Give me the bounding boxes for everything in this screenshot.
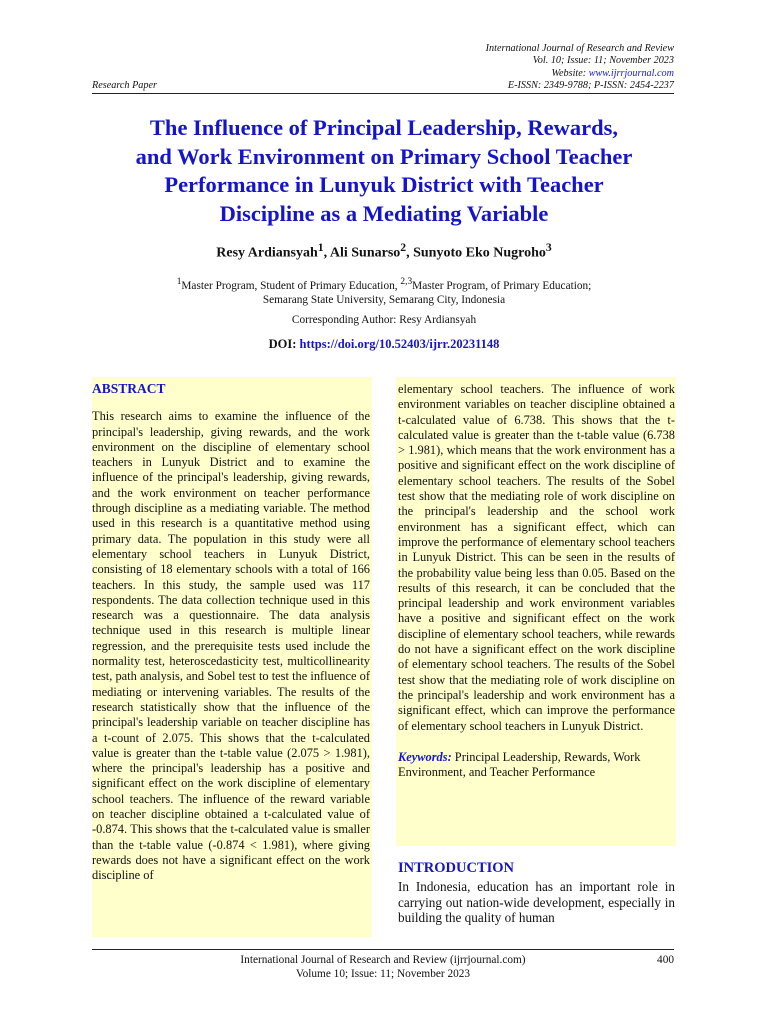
abstract-column-left [92,381,370,884]
footer-divider [92,949,674,950]
website-link[interactable]: www.ijrrjournal.com [588,67,674,79]
journal-header [486,43,674,93]
journal-name: International Journal of Research and Review [485,43,674,54]
author-name: Resy Ardiansyah [216,245,318,261]
paper-type: Research Paper [92,80,157,91]
page-number: 400 [657,954,674,966]
abstract-text-continued: elementary school teachers. The influence of work environment variables on teacher discipline obtained a t-calculated value of 6.738. This shows that the t-calculated value is greater than the t-table value (6.738 > 1.981), which means that the work environment has a positive and significant effect on the work discipline of elementary school teachers. The results of the Sobel test show that the mediating role of work discipline on the principal's leadership and the school work environment has a significant effect, which can improve the performance of elementary school teachers in Lunyuk District. This can be seen in the results of the probability value being less than 0.05. Based on the results of this research, it can be concluded that the principal leadership and work environment variables have a positive and significant effect on the work discipline of elementary school teachers, while rewards do not have a significant effect on the work discipline of elementary school teachers. The results of the Sobel test show that the mediating role of work discipline on the principal's leadership and work environment has a significant effect, which can improve the performance of elementary school teachers in Lunyuk District. [398,382,675,733]
journal-volume: Vol. 10; Issue: 11; November 2023 [532,55,674,67]
header-divider [92,93,674,94]
affiliations: $^1$Master Program, Student of Primary Education, $^{2,3}$Master Program, of Primary Education; Semarang State University, Semarang City, Indonesia [176,277,592,307]
journal-issn: E-ISSN: 2349-9788; P-ISSN: 2454-2237 [507,80,674,92]
keywords-label: Keywords: [398,749,452,764]
title-line: The Influence of Principal Leadership, Rewards, [149,115,619,140]
introduction-text: In Indonesia, education has an important role in carrying out nation-wide development, especially in building the quality of human [398,879,675,925]
abstract-text: This research aims to examine the influence of the principal's leadership, giving rewards, and the work environment on the discipline of elementary school teachers in Lunyuk District and to examine the influence of the principal's leadership, giving rewards, and the work environment on teacher performance through discipline as a mediating variable. The method used in this research is a quantitative method using primary data. The population in this study were all elementary school teachers in Lunyuk District, consisting of 18 elementary schools with a total of 166 teachers. In this study, the sample used was 117 respondents. The data collection technique used in this research was a questionnaire. The data analysis technique used in this research is multiple linear regression, and the prerequisite tests used include the normality test, heteroscedasticity test, multicollinearity test, path analysis, and Sobel test to test the influence of mediating or intervening variables. The results of the research statistically show that the influence of the principal's leadership variable on teacher discipline has a t-count of 2.075. This shows that the t-calculated value is greater than the t-table value (2.075 > 1.981), where the principal's leadership has a positive and significant effect on the work discipline of elementary school teachers. The influence of the reward variable on teacher discipline obtained a t-calculated value of -0.874. This shows that the t-calculated value is smaller than the t-table value (-0.874 < 1.981), where giving rewards does not have a significant effect on the work discipline of [92,409,370,883]
title-line: Performance in Lunyuk District with Teacher [164,172,604,197]
introduction-column [398,879,675,926]
abstract-heading: ABSTRACT [92,381,166,396]
keywords: Keywords: Principal Leadership, Rewards, Work Environment, and Teacher Performance [398,749,641,780]
title-line: Discipline as a Mediating Variable [219,200,549,226]
doi-link[interactable]: https://doi.org/10.52403/ijrr.20231148 [299,337,500,351]
abstract-column-right [398,382,675,780]
author-name: Sunyoto Eko Nugroho [413,245,546,261]
paper-title [60,114,708,228]
author-name: Ali Sunarso [329,245,401,261]
journal-website: Website: www.ijrrjournal.com [551,67,674,79]
footer: International Journal of Research and Review (ijrrjournal.com) Volume 10; Issue: 11; November 2023 [240,954,526,980]
corresponding-author: Corresponding Author: Resy Ardiansyah [291,314,477,326]
introduction-heading: INTRODUCTION [398,860,515,876]
title-line: and Work Environment on Primary School Teacher [135,143,633,169]
doi: DOI: https://doi.org/10.52403/ijrr.20231148 [268,337,500,351]
author-list: Resy Ardiansyah$^1$, Ali Sunarso$^2$, Sunyoto Eko Nugroho$^3$ [216,241,552,261]
